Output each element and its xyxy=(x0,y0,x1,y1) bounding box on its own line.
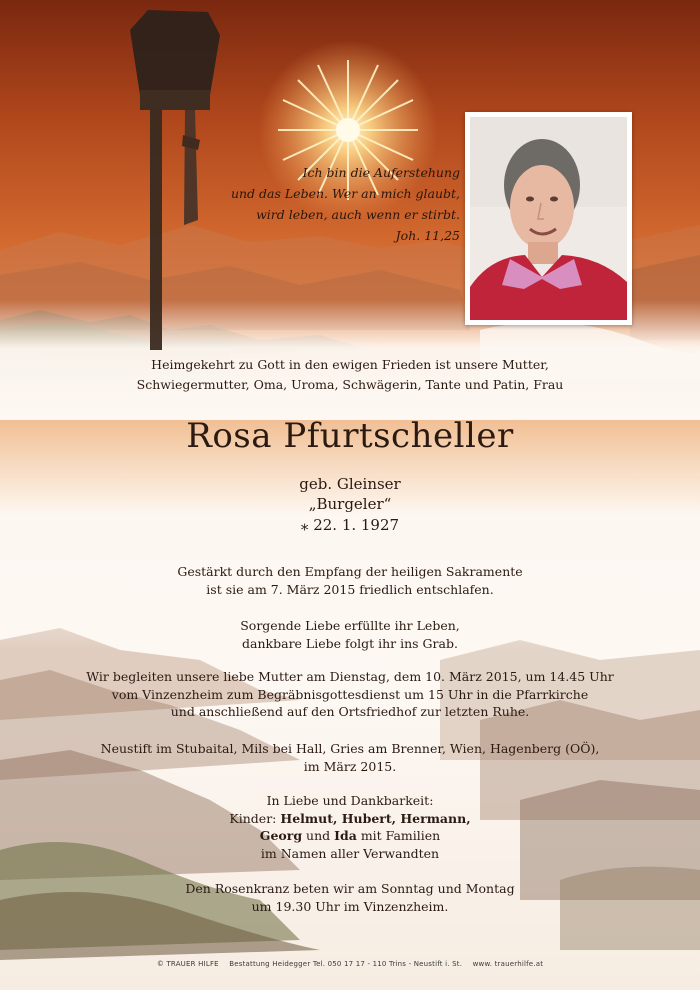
children-line xyxy=(0,810,700,828)
child-georg: Georg xyxy=(259,828,303,843)
text-line: vom Vinzenzheim zum Begräbnisgottesdienst um 15 Uhr in die Pfarrkirche xyxy=(111,686,589,702)
and-word: und xyxy=(306,828,331,843)
paragraph-funeral xyxy=(0,668,700,721)
children-names: Helmut, Hubert, Hermann, xyxy=(280,810,471,826)
text-line: Wir begleiten unsere liebe Mutter am Dienstag, dem 10. März 2015, um 14.45 Uhr xyxy=(86,669,614,684)
text-line: Gestärkt durch den Empfang der heiligen Sakramente xyxy=(177,564,523,579)
nickname: „Burgeler“ xyxy=(308,495,392,513)
birth-name: geb. Gleinser xyxy=(299,475,401,493)
bible-quote xyxy=(170,162,460,246)
footer-company: Bestattung Heidegger Tel. 050 17 17 - 110 Trins - Neustift i. St. xyxy=(229,960,463,968)
text-line: dankbare Liebe folgt ihr ins Grab. xyxy=(242,635,458,651)
footer-website[interactable]: www. trauerhilfe.at xyxy=(472,960,544,968)
paragraph-rosary xyxy=(0,880,700,915)
text-line: im Namen aller Verwandten xyxy=(260,845,440,861)
deceased-name: Rosa Pfurtscheller xyxy=(186,416,514,456)
child-ida: Ida xyxy=(334,828,357,843)
text-line: und anschließend auf den Ortsfriedhof zur letzten Ruhe. xyxy=(170,704,530,719)
paragraph-family xyxy=(0,792,700,862)
footer xyxy=(0,960,700,968)
text-line: Neustift im Stubaital, Mils bei Hall, Gries am Brenner, Wien, Hagenberg (OÖ), xyxy=(100,741,600,756)
quote-line: Ich bin die Auferstehung xyxy=(302,165,460,180)
intro-line: Heimgekehrt zu Gott in den ewigen Frieden ist unsere Mutter, xyxy=(151,357,549,372)
quote-line: wird leben, auch wenn er stirbt. xyxy=(256,207,460,222)
intro-text xyxy=(0,355,700,395)
children-label: Kinder: xyxy=(229,810,277,826)
text-line: Sorgende Liebe erfüllte ihr Leben, xyxy=(240,618,460,633)
footer-brand: © TRAUER HILFE xyxy=(156,960,219,968)
intro-line: Schwiegermutter, Oma, Uroma, Schwägerin, Tante und Patin, Frau xyxy=(136,377,564,392)
text-line: Den Rosenkranz beten wir am Sonntag und Montag xyxy=(185,881,515,896)
paragraph-places xyxy=(0,740,700,775)
with-families: mit Familien xyxy=(360,828,441,843)
text-line: im März 2015. xyxy=(303,758,397,774)
portrait-photo xyxy=(465,112,632,325)
quote-reference: Joh. 11,25 xyxy=(395,228,460,243)
text-line: ist sie am 7. März 2015 friedlich entschlafen. xyxy=(206,581,494,597)
text-line: In Liebe und Dankbarkeit: xyxy=(266,793,434,808)
paragraph-sacraments xyxy=(0,563,700,598)
text-line: um 19.30 Uhr im Vinzenzheim. xyxy=(251,898,449,914)
children-line-2 xyxy=(0,827,700,845)
paragraph-love xyxy=(0,617,700,652)
birth-date: ⁎ 22. 1. 1927 xyxy=(300,516,400,534)
quote-line: und das Leben. Wer an mich glaubt, xyxy=(230,186,460,201)
